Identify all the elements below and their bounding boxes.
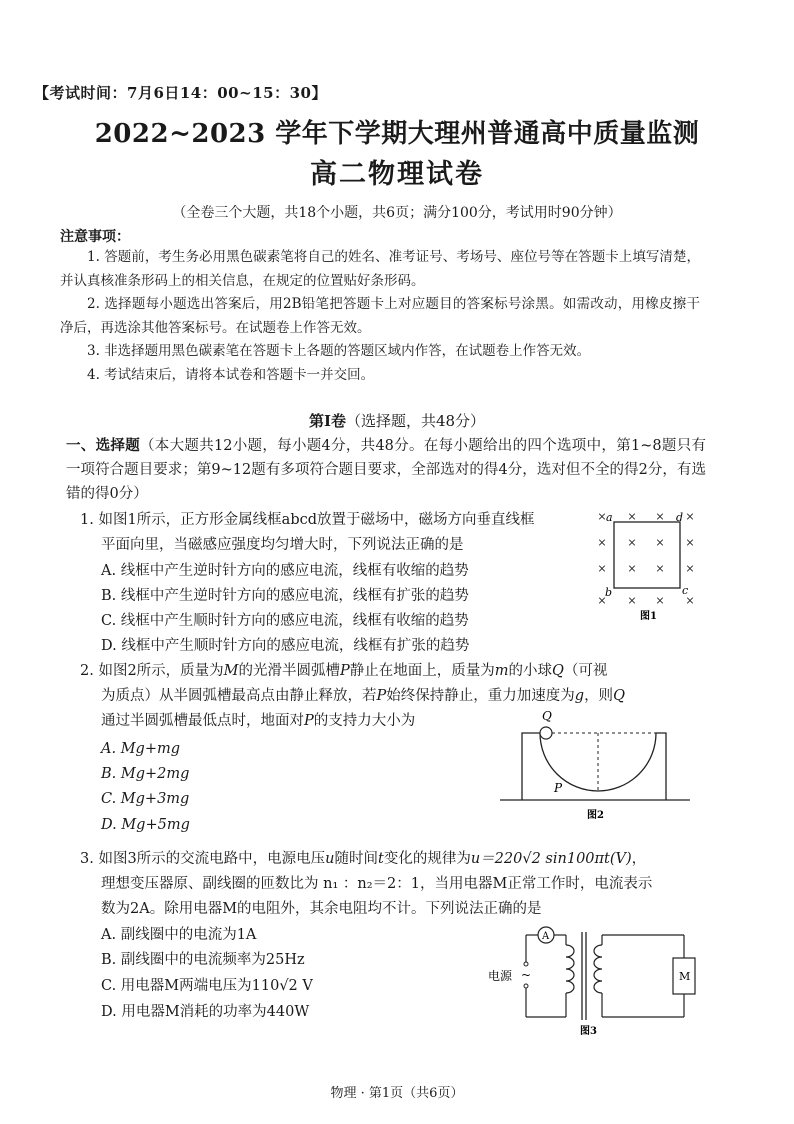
notes-list: [60, 246, 700, 387]
ac-symbol: ~: [521, 968, 532, 982]
page-footer: 物理 · 第1页（共6页）: [330, 1086, 464, 1101]
figure-2-semicircular-groove: [500, 708, 690, 823]
ammeter-label: A: [542, 931, 550, 942]
load-label: M: [679, 970, 691, 983]
question-2-option-a: A. Mg+mg: [101, 741, 180, 757]
ball-q: [540, 727, 552, 739]
section-title-sub: （选择题，共48分）: [345, 412, 486, 430]
voltage-formula: u＝220√2 sin100πt(V): [470, 851, 632, 867]
field-cross-symbol: ×: [655, 594, 665, 607]
section-title: [0, 410, 794, 431]
field-cross-symbol: ×: [655, 536, 665, 549]
question-1-option-d: D. 线框中产生顺时针方向的感应电流，线框有扩张的趋势: [101, 638, 470, 654]
exam-title: 2022~2023 学年下学期大理州普通高中质量监测: [94, 119, 700, 149]
question-3-line-1: 3. 如图3所示的交流电路中，电源电压u随时间t变化的规律为u＝220√2 sin100πt(V)，: [80, 851, 647, 867]
field-cross-symbol: ×: [597, 562, 607, 575]
field-cross-symbol: ×: [627, 562, 637, 575]
part-description: （本大题共12小题，每小题4分，共48分。在每小题给出的四个选项中，第1~8题只有一项符合题目要求；第9~12题有多项符合题目要求，全部选对的得4分，选对但不全的得2分，有选错的得0分）: [66, 438, 706, 502]
question-2-line-3: 通过半圆弧槽最低点时，地面对P的支持力大小为: [101, 713, 416, 729]
field-cross-symbol: ×: [655, 562, 665, 575]
question-1-line-2: 平面向里，当磁感应强度均匀增大时，下列说法正确的是: [101, 537, 464, 553]
note-item: 3. 非选择题用黑色碳素笔在答题卡上各题的答题区域内作答，在试题卷上作答无效。: [87, 343, 591, 359]
field-cross-symbol: ×: [597, 510, 607, 523]
question-3-option-b: B. 副线圈中的电流频率为25Hz: [101, 952, 305, 968]
question-1-option-a: A. 线框中产生逆时针方向的感应电流，线框有收缩的趋势: [101, 563, 469, 579]
note-item: 2. 选择题每小题选出答案后，用2B铅笔把答题卡上对应题目的答案标号涂黑。如需改动，用橡皮擦干净后，再选涂其他答案标号。在试题卷上作答无效。: [60, 296, 700, 336]
label-q: Q: [542, 709, 552, 723]
exam-subject-title: 高二物理试卷: [310, 159, 484, 190]
field-cross-symbol: ×: [597, 536, 607, 549]
field-cross-symbol: ×: [685, 562, 695, 575]
note-item: 1. 答题前，考生务必用黑色碳素笔将自己的姓名、准考证号、考场号、座位号等在答题卡上填写清楚，并认真核准条形码上的相关信息，在规定的位置贴好条形码。: [60, 249, 700, 289]
question-1-option-c: C. 线框中产生顺时针方向的感应电流，线框有收缩的趋势: [101, 613, 469, 629]
question-2-line-2: 为质点）从半圆弧槽最高点由静止释放，若P始终保持静止，重力加速度为g，则Q: [101, 688, 625, 704]
field-cross-symbol: ×: [627, 594, 637, 607]
question-3-line-3: 数为2A。除用电器M的电阻外，其余电阻均不计。下列说法正确的是: [101, 901, 542, 917]
figure-2-caption: 图2: [587, 810, 604, 821]
source-label: 电源: [488, 969, 513, 983]
question-3-option-d: D. 用电器M消耗的功率为440W: [101, 1004, 310, 1020]
label-c: c: [682, 584, 689, 597]
part-instructions: [66, 434, 706, 506]
question-2-line-1: 2. 如图2所示，质量为M的光滑半圆弧槽P静止在地面上，质量为m的小球Q（可视: [80, 663, 608, 679]
field-cross-symbol: ×: [685, 594, 695, 607]
question-3-option-c: C. 用电器M两端电压为110√2 V: [101, 978, 313, 994]
field-cross-symbol: ×: [597, 594, 607, 607]
question-3-option-a: A. 副线圈中的电流为1A: [101, 927, 257, 943]
figure-1-magnetic-field: [592, 506, 702, 626]
primary-coil: [566, 945, 574, 993]
label-b: b: [605, 586, 613, 599]
square-wire-frame: [614, 522, 680, 588]
field-cross-symbol: ×: [627, 510, 637, 523]
groove-block: [522, 733, 666, 800]
question-2-option-b: B. Mg+2mg: [101, 766, 190, 782]
question-1-line-1: 1. 如图1所示，正方形金属线框abcd放置于磁场中，磁场方向垂直线框: [80, 512, 535, 528]
label-d: d: [676, 511, 684, 524]
question-3: [80, 847, 652, 922]
notes-heading: 注意事项：: [60, 229, 130, 245]
part-title: 一、选择题: [66, 437, 140, 454]
question-2-option-c: C. Mg+3mg: [101, 791, 190, 807]
field-cross-symbol: ×: [685, 510, 695, 523]
field-cross-symbol: ×: [627, 536, 637, 549]
question-1-option-b: B. 线框中产生逆时针方向的感应电流，线框有扩张的趋势: [101, 588, 469, 604]
question-2-option-d: D. Mg+5mg: [101, 817, 190, 833]
note-item: 4. 考试结束后，请将本试卷和答题卡一并交回。: [87, 366, 375, 383]
secondary-coil: [594, 945, 602, 993]
question-1: [80, 508, 535, 558]
field-cross-symbol: ×: [685, 536, 695, 549]
figure-3-transformer-circuit: [484, 920, 704, 1038]
label-a: a: [606, 511, 613, 524]
label-p: P: [554, 781, 563, 795]
question-3-line-2: 理想变压器原、副线圈的匝数比为 n₁ ：n₂＝2：1，当用电器M正常工作时，电流表示: [101, 876, 653, 892]
exam-time: 【考试时间：7月6日14：00~15：30】: [34, 84, 327, 102]
exam-info: （全卷三个大题，共18个小题，共6页；满分100分，考试用时90分钟）: [172, 205, 622, 221]
figure-1-caption: 图1: [640, 611, 657, 622]
figure-3-caption: 图3: [580, 1026, 597, 1037]
section-title-main: 第Ⅰ卷: [308, 412, 346, 430]
field-cross-symbol: ×: [655, 510, 665, 523]
